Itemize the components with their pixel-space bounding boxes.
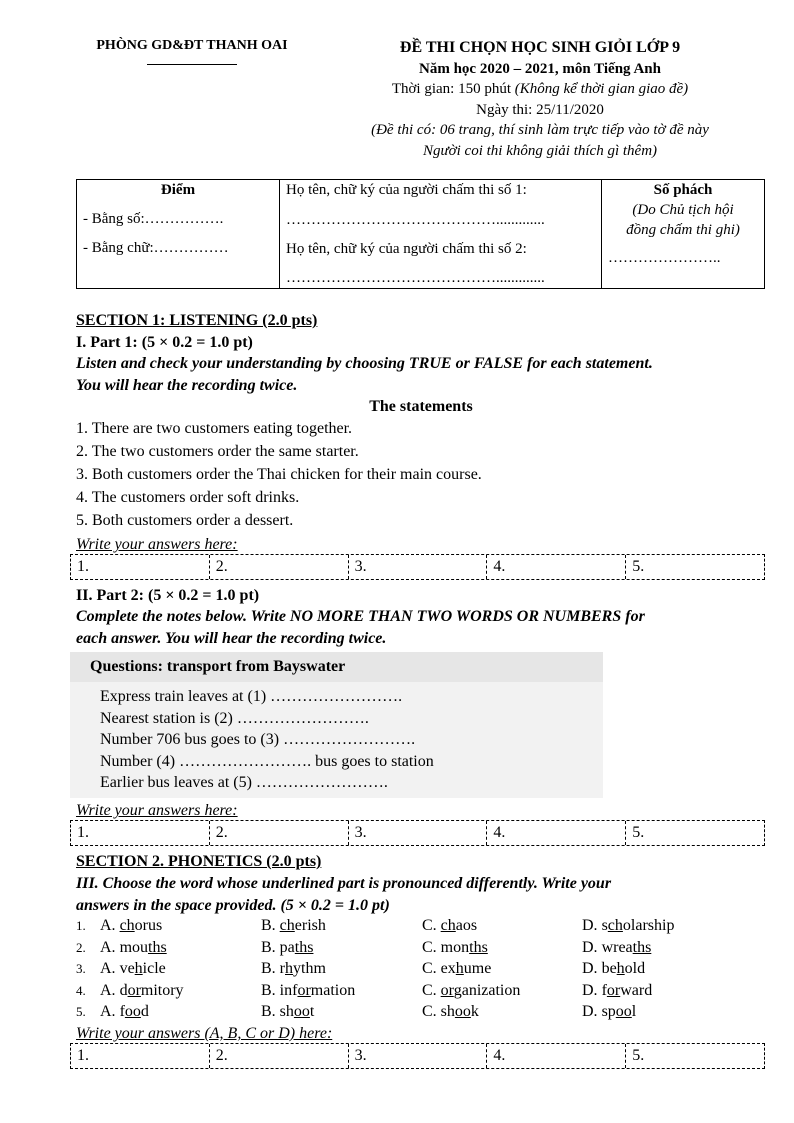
department-header: [62, 38, 322, 65]
score-by-number-field[interactable]: - Bằng số:…………….: [83, 211, 224, 227]
word-part: erish: [294, 917, 326, 934]
part2-answer-row: [70, 820, 765, 846]
word-part: s: [601, 917, 608, 934]
answer-option[interactable]: [582, 958, 645, 979]
score-label: Điểm: [160, 182, 196, 198]
exam-year-subject: Năm học 2020 – 2021, môn Tiếng Anh: [419, 60, 661, 77]
statement-item: 1. There are two customers eating together.: [76, 420, 353, 437]
notes-title: Questions: transport from Bayswater: [70, 652, 603, 682]
word-part: ganization: [453, 981, 521, 999]
underlined-part: ch: [279, 917, 295, 934]
exam-header: [320, 38, 760, 161]
answer-option[interactable]: [422, 915, 477, 936]
option-letter: A.: [100, 1003, 120, 1020]
word-part: r: [279, 960, 285, 977]
answer-box-3[interactable]: 3.: [349, 821, 488, 845]
question-number: 4.: [76, 982, 86, 998]
part1-write-answers-label: Write your answers here:: [76, 536, 238, 553]
section2-instruction-2: answers in the space provided. (5 × 0.2 = 1.0 pt): [76, 897, 390, 914]
grader1-field[interactable]: …………………………………….............: [286, 212, 545, 228]
answer-option[interactable]: [582, 980, 652, 1001]
answer-box-4[interactable]: 4.: [487, 555, 626, 579]
section2-answer-row: [70, 1043, 765, 1069]
part1-heading: I. Part 1: (5 × 0.2 = 1.0 pt): [76, 334, 253, 351]
question-number: 5.: [76, 1004, 86, 1019]
phonetics-question: [76, 915, 766, 936]
option-letter: B.: [261, 1003, 280, 1020]
statement-item: 3. Both customers order the Thai chicken for their main course.: [76, 466, 482, 483]
option-letter: B.: [261, 917, 280, 934]
secret-number-cell: [602, 180, 765, 289]
exam-title: ĐỀ THI CHỌN HỌC SINH GIỎI LỚP 9: [399, 39, 681, 56]
answer-box-5[interactable]: 5.: [632, 558, 645, 575]
answer-box-3[interactable]: 3.: [349, 1044, 488, 1068]
word-part: inf: [279, 981, 298, 999]
underlined-part: h: [134, 960, 143, 977]
answer-option[interactable]: [261, 980, 355, 1001]
underlined-part: ths: [632, 938, 652, 956]
score-cell: [77, 180, 280, 289]
phonetics-question: [76, 958, 766, 979]
exam-note-2: Người coi thi không giải thích gì thêm): [422, 142, 658, 159]
option-letter: B.: [261, 981, 280, 999]
word-part: k: [470, 1003, 479, 1020]
part1-answer-row: [70, 554, 765, 580]
exam-time: [320, 79, 760, 100]
grader2-label: Họ tên, chữ ký của người chấm thi số 2:: [286, 241, 527, 257]
score-by-words-field[interactable]: - Bằng chữ:……………: [83, 240, 229, 256]
part2-write-answers-label: Write your answers here:: [76, 802, 238, 819]
underlined-part: h: [285, 960, 293, 977]
option-letter: D.: [582, 1003, 602, 1020]
underlined-part: h: [455, 960, 464, 977]
word-part: aos: [455, 917, 478, 934]
option-letter: A.: [100, 938, 120, 956]
grader2-field[interactable]: …………………………………….............: [286, 270, 545, 286]
note-line: Number (4) ……………………. bus goes to station: [100, 752, 434, 770]
underlined-part: ch: [440, 917, 456, 934]
word-part: l: [631, 1003, 637, 1020]
note-line: Nearest station is (2) …………………….: [100, 709, 369, 727]
option-letter: D.: [582, 938, 602, 956]
word-part: pa: [279, 938, 295, 956]
secret-number-note-1: (Do Chủ tịch hội: [632, 202, 734, 218]
answer-option[interactable]: [422, 980, 520, 1001]
underlined-part: h: [616, 960, 625, 977]
statement-item: 4. The customers order soft drinks.: [76, 489, 300, 506]
word-part: ward: [620, 981, 653, 999]
note-line: Express train leaves at (1) …………………….: [100, 688, 403, 705]
statement-item: 2. The two customers order the same starter.: [76, 443, 359, 460]
note-line: Earlier bus leaves at (5) …………………….: [100, 774, 388, 791]
word-part: olarship: [622, 917, 675, 934]
exam-note-1: (Đề thi có: 06 trang, thí sinh làm trực tiếp vào tờ đề này: [371, 122, 709, 138]
answer-box-1[interactable]: 1.: [71, 1044, 210, 1068]
answer-option[interactable]: [100, 915, 162, 936]
answer-box-2[interactable]: 2.: [210, 1044, 349, 1068]
answer-option[interactable]: [100, 958, 166, 979]
word-part: ume: [463, 960, 492, 977]
answer-box-2[interactable]: 2.: [210, 555, 349, 579]
secret-number-label: Số phách: [653, 182, 713, 198]
option-letter: A.: [100, 981, 120, 999]
underlined-part: or: [127, 981, 141, 999]
underlined-part: oo: [454, 1003, 471, 1020]
option-letter: C.: [422, 981, 441, 999]
underlined-part: oo: [293, 1003, 310, 1020]
answer-option[interactable]: [261, 1001, 314, 1022]
underlined-part: or: [440, 981, 454, 999]
exam-date: Ngày thi: 25/11/2020: [476, 101, 604, 118]
option-letter: A.: [100, 960, 120, 977]
score-table: [76, 179, 765, 289]
word-part: mon: [440, 938, 470, 956]
secret-number-field[interactable]: …………………..: [608, 250, 721, 266]
answer-option[interactable]: [582, 937, 651, 958]
underlined-part: oo: [615, 1003, 632, 1020]
statements-title: The statements: [369, 398, 473, 415]
option-letter: D.: [582, 960, 602, 977]
option-letter: C.: [422, 960, 441, 977]
word-part: f: [119, 1003, 125, 1020]
underlined-part: ch: [607, 917, 623, 934]
question-number: 3.: [76, 961, 86, 976]
underlined-part: ths: [148, 938, 167, 956]
word-part: icle: [142, 960, 166, 977]
word-part: wrea: [601, 938, 633, 956]
exam-time-note: (Không kể thời gian giao đề): [514, 81, 689, 97]
word-part: ve: [119, 960, 135, 977]
department-underline: [147, 64, 237, 65]
word-part: d: [140, 1003, 149, 1020]
option-letter: C.: [422, 1003, 441, 1020]
option-letter: D.: [582, 917, 602, 934]
word-part: mitory: [140, 981, 184, 999]
answer-box-4[interactable]: 4.: [487, 821, 626, 845]
section2-heading: SECTION 2. PHONETICS (2.0 pts): [76, 853, 322, 870]
department-name: PHÒNG GD&ĐT THANH OAI: [96, 38, 288, 53]
answer-box-1[interactable]: 1.: [71, 555, 210, 579]
phonetics-question: [76, 1001, 766, 1022]
word-part: ex: [440, 960, 456, 977]
answer-option[interactable]: [422, 937, 488, 958]
underlined-part: or: [297, 981, 311, 999]
answer-option[interactable]: [582, 1001, 636, 1022]
word-part: mou: [119, 938, 149, 956]
grader-cell: [280, 180, 602, 289]
answer-option[interactable]: [261, 915, 326, 936]
word-part: be: [601, 960, 617, 977]
word-part: orus: [134, 917, 163, 934]
underlined-part: oo: [124, 1003, 141, 1020]
phonetics-question: [76, 980, 766, 1001]
section2-write-answers-label: Write your answers (A, B, C or D) here:: [76, 1025, 333, 1042]
note-line: Number 706 bus goes to (3) …………………….: [100, 731, 416, 748]
answer-option[interactable]: [100, 1001, 149, 1022]
word-part: d: [119, 981, 128, 999]
word-part: f: [601, 981, 607, 999]
underlined-part: or: [606, 981, 621, 999]
word-part: sh: [440, 1003, 455, 1020]
section2-instruction-1: III. Choose the word whose underlined part is pronounced differently. Write your: [76, 875, 612, 892]
part1-instruction-2: You will hear the recording twice.: [76, 377, 298, 394]
answer-box-3[interactable]: 3.: [349, 555, 488, 579]
part1-instruction-1: Listen and check your understanding by choosing TRUE or FALSE for each statement.: [76, 355, 653, 372]
underlined-part: ch: [119, 917, 135, 934]
word-part: sp: [601, 1003, 616, 1020]
answer-option[interactable]: [100, 980, 184, 1001]
grader1-label: Họ tên, chữ ký của người chấm thi số 1:: [286, 182, 527, 198]
word-part: old: [624, 960, 646, 977]
answer-box-5[interactable]: 5.: [632, 824, 645, 841]
option-letter: C.: [422, 938, 441, 956]
option-letter: B.: [261, 960, 280, 977]
option-letter: A.: [100, 917, 120, 934]
answer-option[interactable]: [100, 937, 167, 958]
part2-instruction-2: each answer. You will hear the recording twice.: [76, 630, 387, 647]
underlined-part: ths: [294, 938, 314, 956]
answer-box-2[interactable]: 2.: [210, 821, 349, 845]
answer-box-4[interactable]: 4.: [487, 1044, 626, 1068]
word-part: ythm: [293, 960, 326, 977]
option-letter: D.: [582, 981, 602, 999]
answer-option[interactable]: [422, 1001, 479, 1022]
option-letter: C.: [422, 917, 441, 934]
notes-box: [70, 652, 603, 798]
question-number: 1.: [76, 918, 86, 933]
word-part: mation: [310, 981, 356, 999]
exam-time-main: Thời gian: 150 phút: [391, 81, 515, 97]
answer-box-5[interactable]: 5.: [632, 1047, 645, 1064]
answer-box-1[interactable]: 1.: [71, 821, 210, 845]
underlined-part: ths: [469, 938, 488, 956]
word-part: sh: [279, 1003, 294, 1020]
part2-instruction-1: Complete the notes below. Write NO MORE THAN TWO WORDS OR NUMBERS for: [76, 608, 645, 625]
option-letter: B.: [261, 938, 280, 956]
section1-heading: SECTION 1: LISTENING (2.0 pts): [76, 312, 318, 329]
part2-heading: II. Part 2: (5 × 0.2 = 1.0 pt): [76, 587, 260, 604]
secret-number-note-2: đồng chấm thi ghi): [626, 222, 740, 238]
phonetics-question: [76, 937, 766, 958]
answer-option[interactable]: [422, 958, 491, 979]
answer-option[interactable]: [582, 915, 674, 936]
question-number: 2.: [76, 939, 86, 955]
answer-option[interactable]: [261, 958, 326, 979]
answer-option[interactable]: [261, 937, 313, 958]
notes-body: [70, 682, 603, 794]
statement-item: 5. Both customers order a dessert.: [76, 512, 294, 529]
word-part: t: [309, 1003, 315, 1020]
